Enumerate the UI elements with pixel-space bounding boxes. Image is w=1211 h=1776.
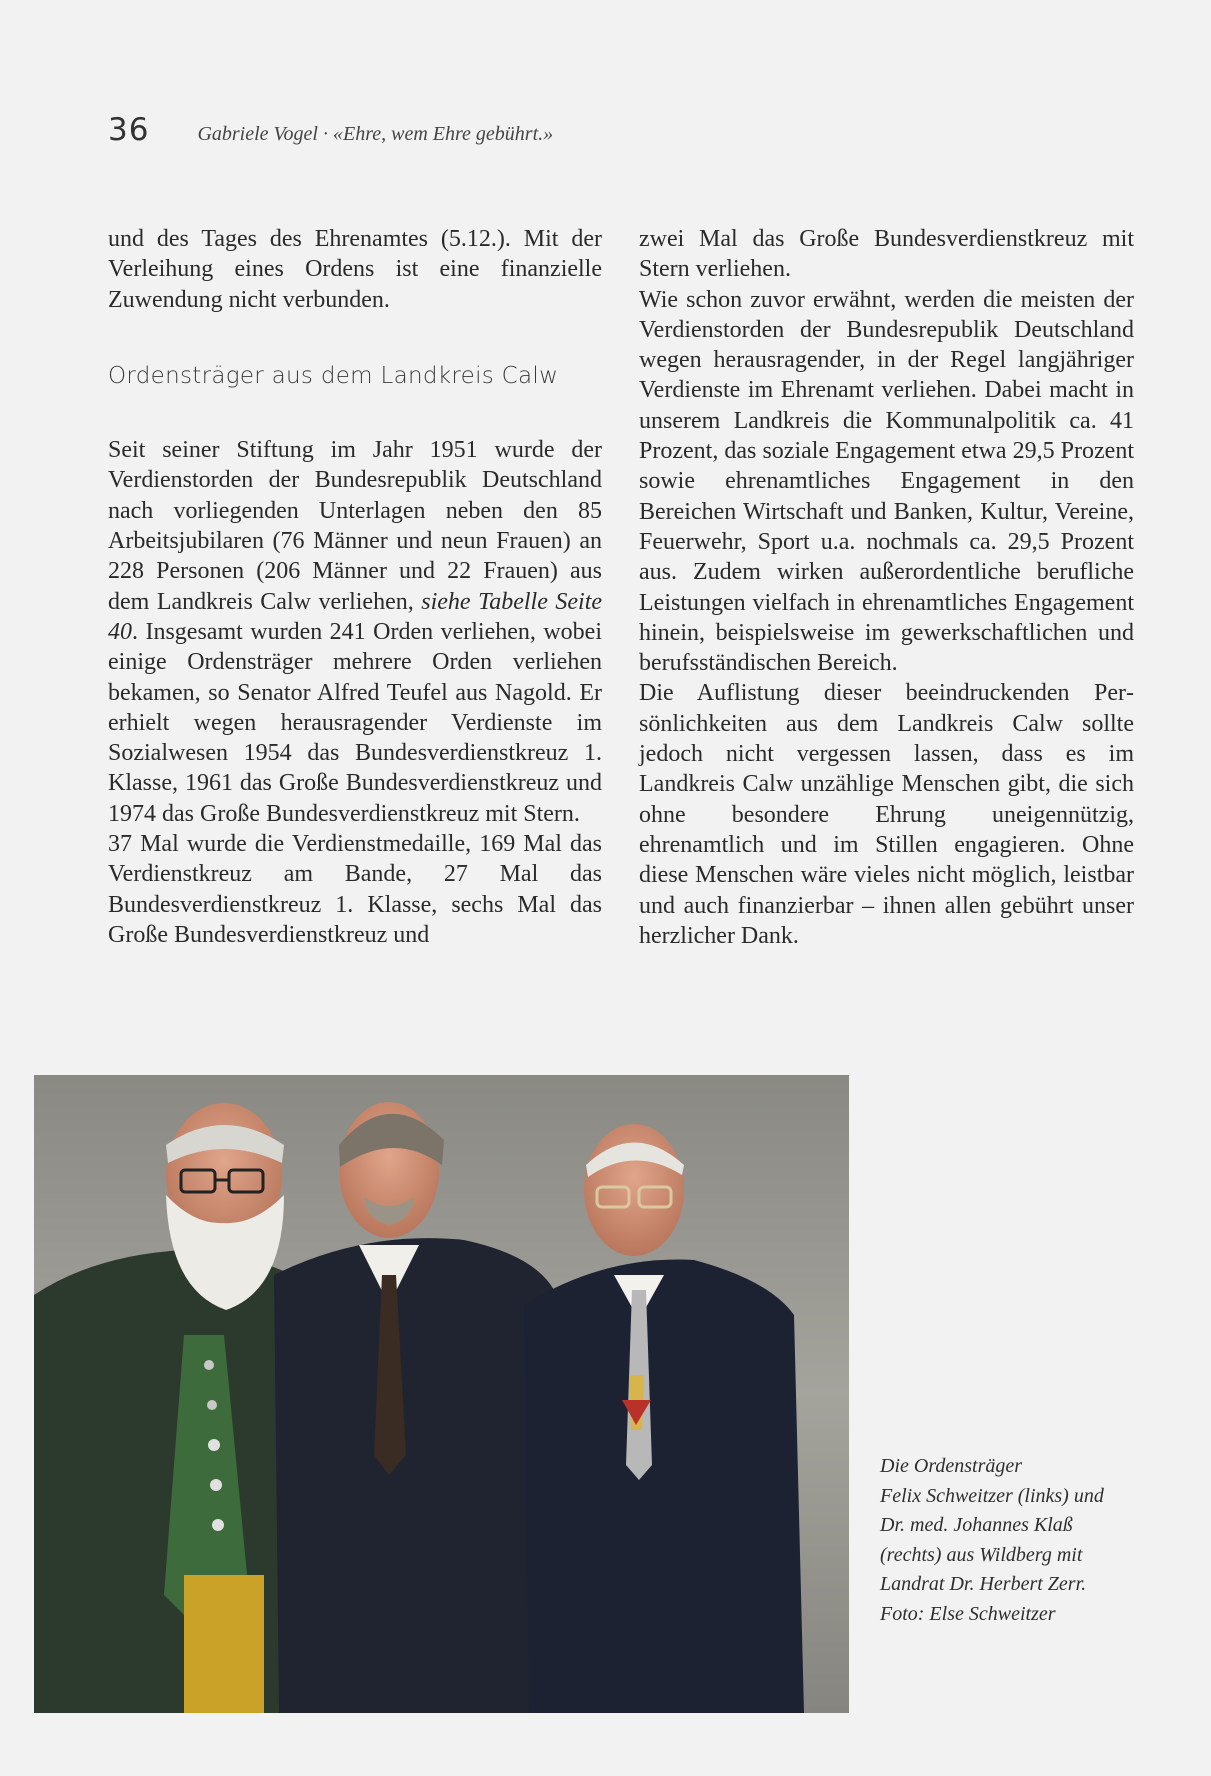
photo-caption	[880, 1452, 1180, 1629]
paragraph-text: Seit seiner Stiftung im Jahr 1951 wurde der Verdienstorden der Bundesrepublik Deutschland nach vorliegenden Unterlagen neben den 85 Arbeitsjubilaren (76 Männer und neun Frauen) an 228 Personen (206 Männer und 22 Frauen) aus dem Landkreis Calw verliehen,	[108, 437, 602, 615]
paragraph	[108, 435, 602, 829]
caption-line: (rechts) aus Wildberg mit	[880, 1543, 1083, 1566]
left-column	[108, 224, 602, 950]
page-header	[108, 112, 553, 148]
section-heading: Ordensträger aus dem Landkreis Calw	[108, 362, 559, 389]
paragraph-text: . Insgesamt wurden 241 Orden verliehen, wobei einige Ordensträger mehrere Orden verliehen bekamen, so Senator Alfred Teufel aus Nagold. Er erhielt wegen herausragender Verdienste im Sozialwesen 1954 das Bundesverdienstkreuz 1. Klasse, 1961 das Große Bundesverdienstkreuz und 1974 das Große Bundesverdienstkreuz mit Stern.	[108, 618, 602, 827]
photo-illustration	[34, 1075, 849, 1713]
caption-line: Landrat Dr. Herbert Zerr.	[880, 1573, 1087, 1595]
running-title: Gabriele Vogel · «Ehre, wem Ehre gebührt.»	[197, 123, 554, 145]
caption-line: Foto: Else Schweitzer	[880, 1602, 1056, 1625]
paragraph: Die Auflistung dieser beeindruckenden Persönlichkeiten aus dem Landkreis Calw sollte jedoch nicht vergessen lassen, dass es im Landkreis Calw unzählige Menschen gibt, die sich ohne besondere Ehrung uneigennützig, ehrenamtlich und im Stillen engagieren. Ohne diese Menschen wäre vieles nicht möglich, leistbar und auch finanzierbar – ihnen allen gebührt unser herzlicher Dank.	[639, 680, 1134, 949]
paragraph: Wie schon zuvor erwähnt, werden die meisten der Verdienstorden der Bundesrepublik Deutschland wegen herausragender, in der Regel langjähriger Verdienste im Ehrenamt verliehen. Dabei macht in unserem Landkreis die Kommunalpolitik ca. 41 Prozent, das soziale Engagement etwa 29,5 Prozent sowie ehrenamtliches Engagement in den Bereichen Wirtschaft und Banken, Kultur, Vereine, Feuerwehr, Sport u.a. nochmals ca. 29,5 Prozent aus. Zudem wirken außerordentliche berufliche Leistungen vielfach in ehrenamtliches Engagement hinein, beispielsweise im gewerkschaftlichen und berufsständischen Bereich.	[639, 286, 1134, 677]
right-column	[639, 224, 1134, 951]
caption-line: Felix Schweitzer (links) und	[880, 1484, 1104, 1507]
paragraph: und des Tages des Ehrenamtes (5.12.). Mit der Verleihung eines Ordens ist eine finanzielle Zuwendung nicht verbunden.	[108, 226, 602, 313]
paragraph: 37 Mal wurde die Verdienstmedaille, 169 Mal das Verdienstkreuz am Bande, 27 Mal das Bundesverdienstkreuz 1. Klasse, sechs Mal das Große Bundesverdienstkreuz und	[108, 831, 602, 948]
page-number: 36	[108, 112, 150, 148]
caption-line: Dr. med. Johannes Klaß	[880, 1514, 1073, 1536]
table-reference: siehe Tabelle Seite 40	[108, 588, 603, 645]
group-photo	[34, 1075, 849, 1713]
paragraph: zwei Mal das Große Bundesverdienstkreuz mit Stern verliehen.	[639, 226, 1134, 283]
caption-line: Die Ordensträger	[880, 1455, 1023, 1477]
